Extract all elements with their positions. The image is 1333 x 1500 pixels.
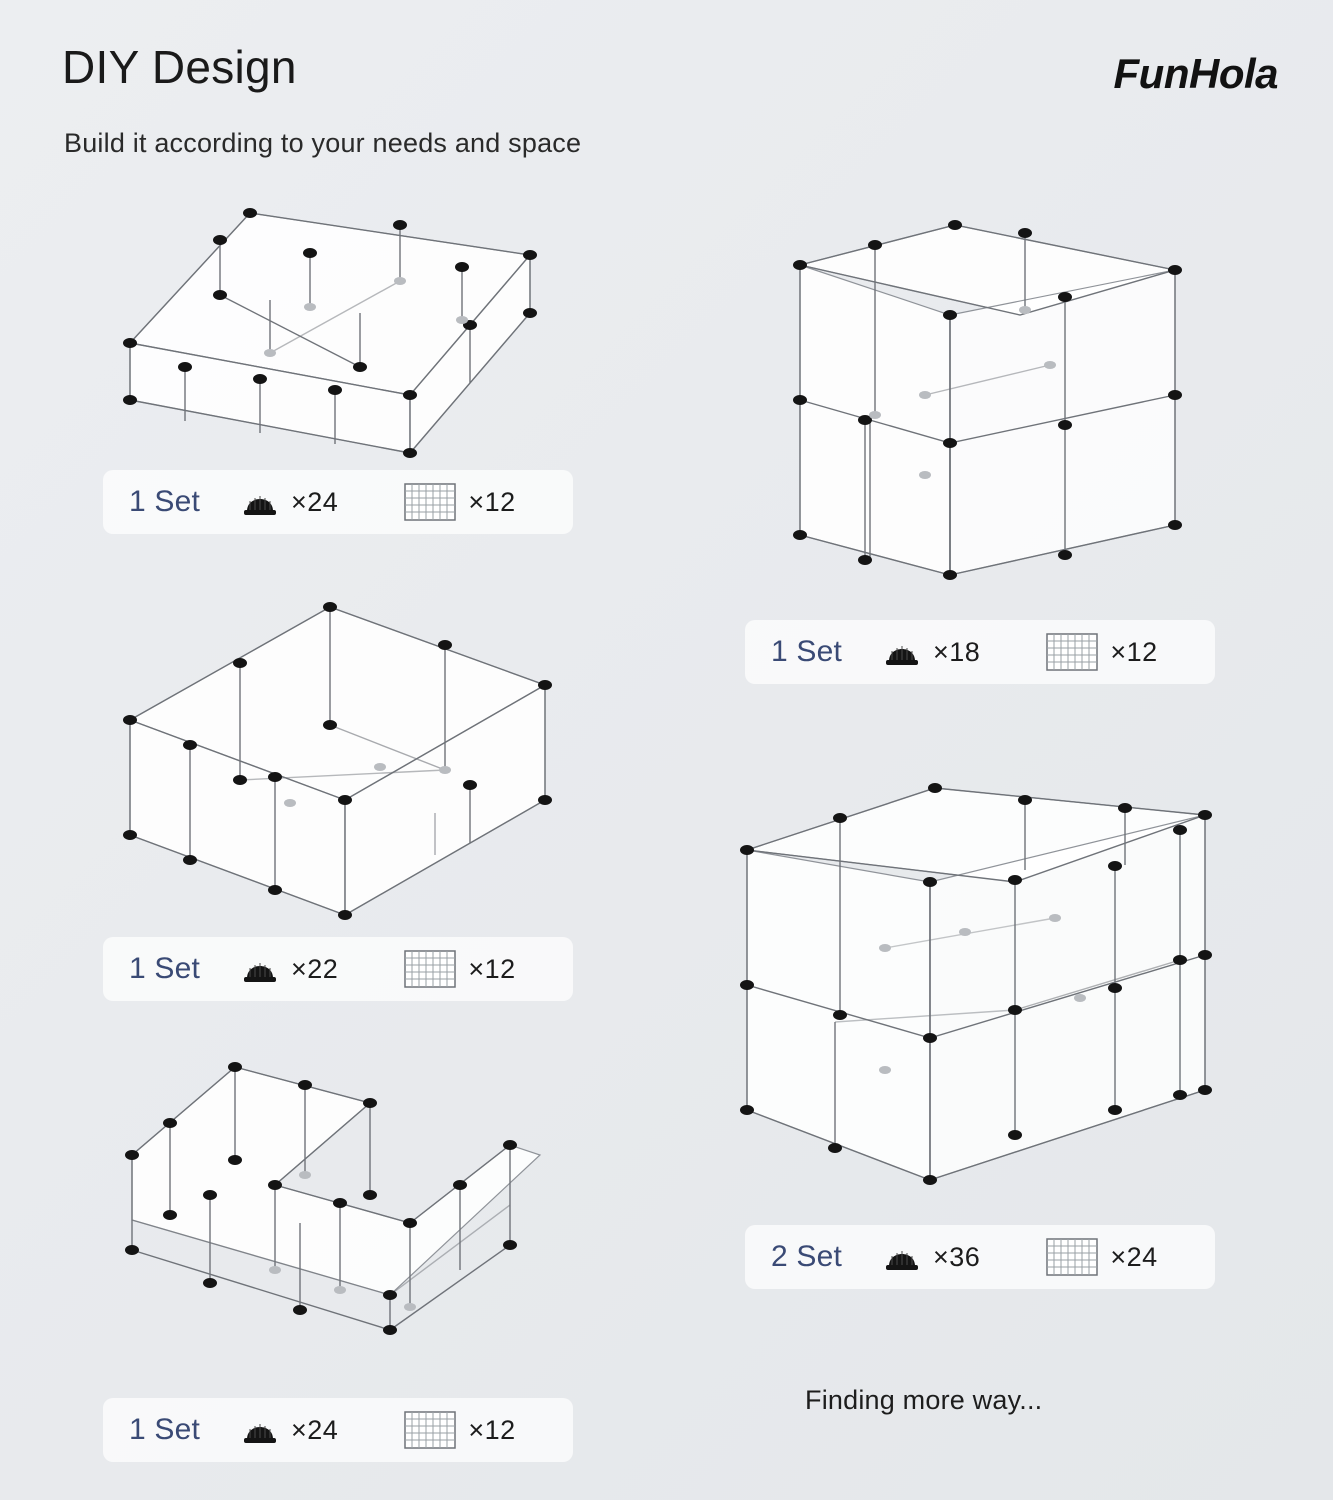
spec-set-label: 2 Set xyxy=(771,1240,843,1273)
spec-connector-group xyxy=(239,485,338,519)
spec-panel-group xyxy=(1044,1235,1157,1279)
spec-set-label: 1 Set xyxy=(129,1413,201,1446)
figure-layout-single-level-large xyxy=(110,195,570,470)
figure-layout-two-level-tall xyxy=(775,215,1195,605)
connector-count: ×24 xyxy=(291,1414,339,1445)
grid-panel-icon xyxy=(402,480,458,524)
spec-set-label: 1 Set xyxy=(771,635,843,668)
page-subtitle: Build it according to your needs and space xyxy=(64,128,582,158)
connector-icon xyxy=(881,1240,923,1274)
spec-connector-group xyxy=(881,635,980,669)
connector-count: ×18 xyxy=(933,636,981,667)
figure-layout-single-level-divided xyxy=(115,585,565,925)
spec-bar-layout-l-shape xyxy=(103,1398,573,1462)
panel-count: ×12 xyxy=(1110,636,1158,667)
grid-panel-icon xyxy=(1044,630,1100,674)
connector-icon xyxy=(239,952,281,986)
spec-bar-layout-two-level-wide xyxy=(745,1225,1215,1289)
spec-bar-layout-single-level-large xyxy=(103,470,573,534)
grid-panel-icon xyxy=(402,1408,458,1452)
figure-layout-two-level-wide xyxy=(725,770,1225,1210)
spec-set-label: 1 Set xyxy=(129,485,201,518)
panel-count: ×12 xyxy=(468,953,516,984)
panel-count: ×12 xyxy=(468,486,516,517)
page-header xyxy=(0,0,1333,190)
spec-bar-layout-two-level-tall xyxy=(745,620,1215,684)
grid-panel-icon xyxy=(402,947,458,991)
spec-panel-group xyxy=(402,947,515,991)
footnote-text: Finding more way... xyxy=(805,1385,1043,1415)
spec-panel-group xyxy=(1044,630,1157,674)
connector-icon xyxy=(881,635,923,669)
spec-connector-group xyxy=(881,1240,980,1274)
panel-count: ×12 xyxy=(468,1414,516,1445)
grid-panel-icon xyxy=(1044,1235,1100,1279)
connector-icon xyxy=(239,485,281,519)
brand-logo: FunHola xyxy=(1113,50,1278,97)
connector-count: ×24 xyxy=(291,486,339,517)
page-title: DIY Design xyxy=(62,41,297,93)
spec-set-label: 1 Set xyxy=(129,952,201,985)
figure-layout-l-shape xyxy=(110,1055,560,1375)
connector-count: ×36 xyxy=(933,1241,981,1272)
spec-panel-group xyxy=(402,480,515,524)
spec-bar-layout-single-level-divided xyxy=(103,937,573,1001)
spec-panel-group xyxy=(402,1408,515,1452)
spec-connector-group xyxy=(239,1413,338,1447)
spec-connector-group xyxy=(239,952,338,986)
connector-count: ×22 xyxy=(291,953,339,984)
panel-count: ×24 xyxy=(1110,1241,1158,1272)
connector-icon xyxy=(239,1413,281,1447)
